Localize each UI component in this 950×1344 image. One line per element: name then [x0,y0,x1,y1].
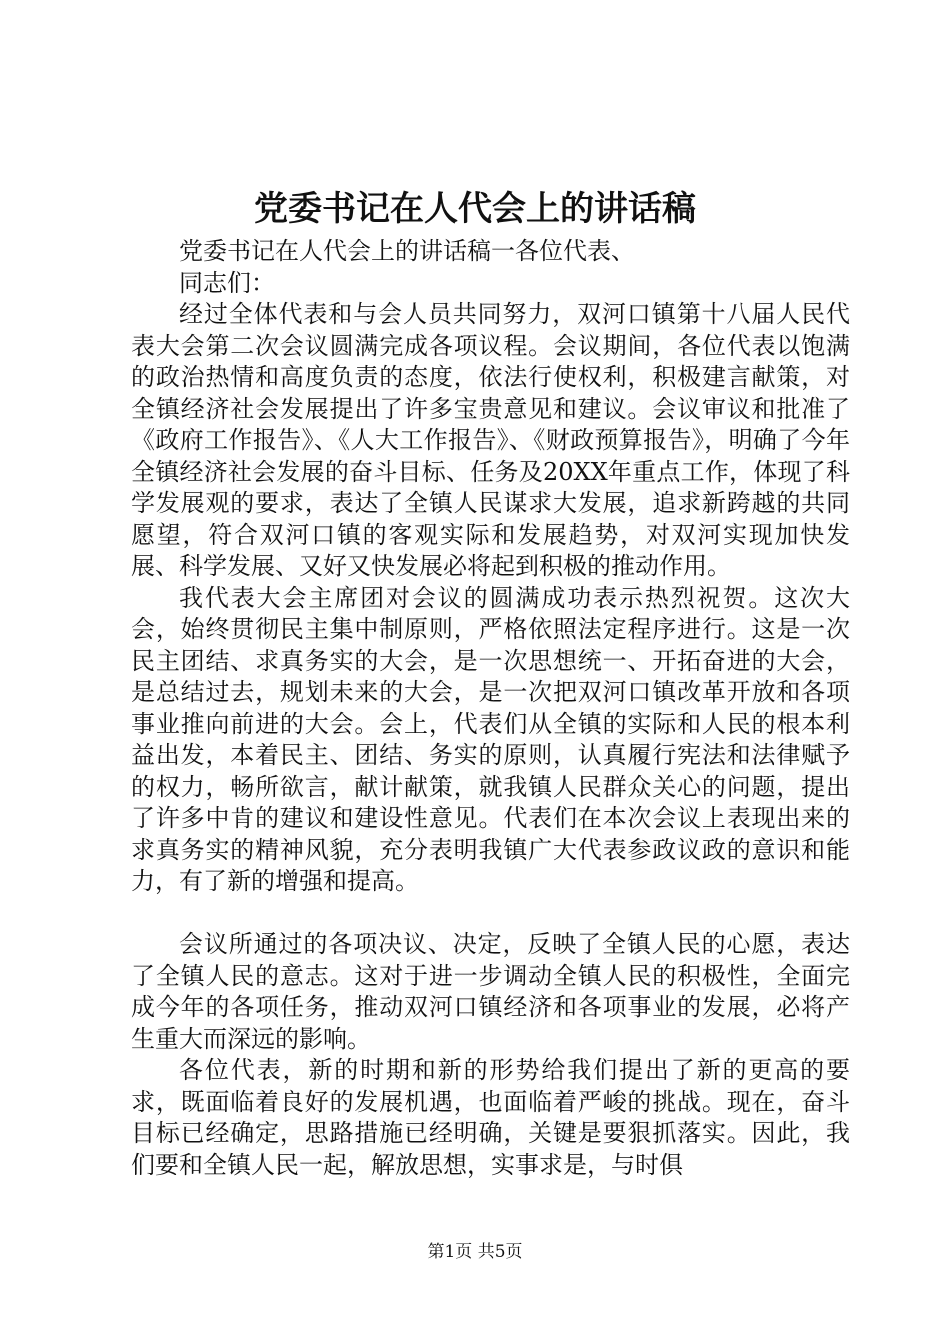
paragraph-meeting-summary: 经过全体代表和与会人员共同努力，双河口镇第十八届人民代表大会第二次会议圆满完成各项议程。会议期间，各位代表以饱满的政治热情和高度负责的态度，依法行使权利，积极建言献策，对全镇经济社会发展提出了许多宝贵意见和建议。会议审议和批准了《政府工作报告》、《人大工作报告》、《财政预算报告》，明确了今年全镇经济社会发展的奋斗目标、任务及20XX年重点工作，体现了科学发展观的要求，表达了全镇人民谋求大发展，追求新跨越的共同愿望，符合双河口镇的客观实际和发展趋势，对双河实现加快发展、科学发展、又好又快发展必将起到积极的推动作用。 [131,300,850,580]
paragraph-congratulations: 我代表大会主席团对会议的圆满成功表示热烈祝贺。这次大会，始终贯彻民主集中制原则，严格依照法定程序进行。这是一次民主团结、求真务实的大会，是一次思想统一、开拓奋进的大会，是总结过去，规划未来的大会，是一次把双河口镇改革开放和各项事业推向前进的大会。会上，代表们从全镇的实际和人民的根本利益出发，本着民主、团结、务实的原则，认真履行宪法和法律赋予的权力，畅所欲言，献计献策，就我镇人民群众关心的问题，提出了许多中肯的建议和建设性意见。代表们在本次会议上表现出来的求真务实的精神风貌，充分表明我镇广大代表参政议政的意识和能力，有了新的增强和提高。 [131,583,850,895]
document-title: 党委书记在人代会上的讲话稿 [254,189,696,229]
paragraph-resolutions: 会议所通过的各项决议、决定，反映了全镇人民的心愿，表达了全镇人民的意志。这对于进一步调动全镇人民的积极性，全面完成今年的各项任务，推动双河口镇经济和各项事业的发展，必将产生重大而深远的影响。 [131,930,850,1053]
opening-line: 党委书记在人代会上的讲话稿一各位代表、 [179,237,635,265]
salutation: 同志们： [179,268,275,297]
page-number-footer: 第1页 共5页 [427,1242,523,1262]
paragraph-new-requirements: 各位代表，新的时期和新的形势给我们提出了新的更高的要求，既面临着良好的发展机遇，也面临着严峻的挑战。现在，奋斗目标已经确定，思路措施已经明确，关键是要狠抓落实。因此，我们要和全镇人民一起，解放思想，实事求是，与时俱 [131,1056,850,1179]
document-body [131,236,850,1181]
